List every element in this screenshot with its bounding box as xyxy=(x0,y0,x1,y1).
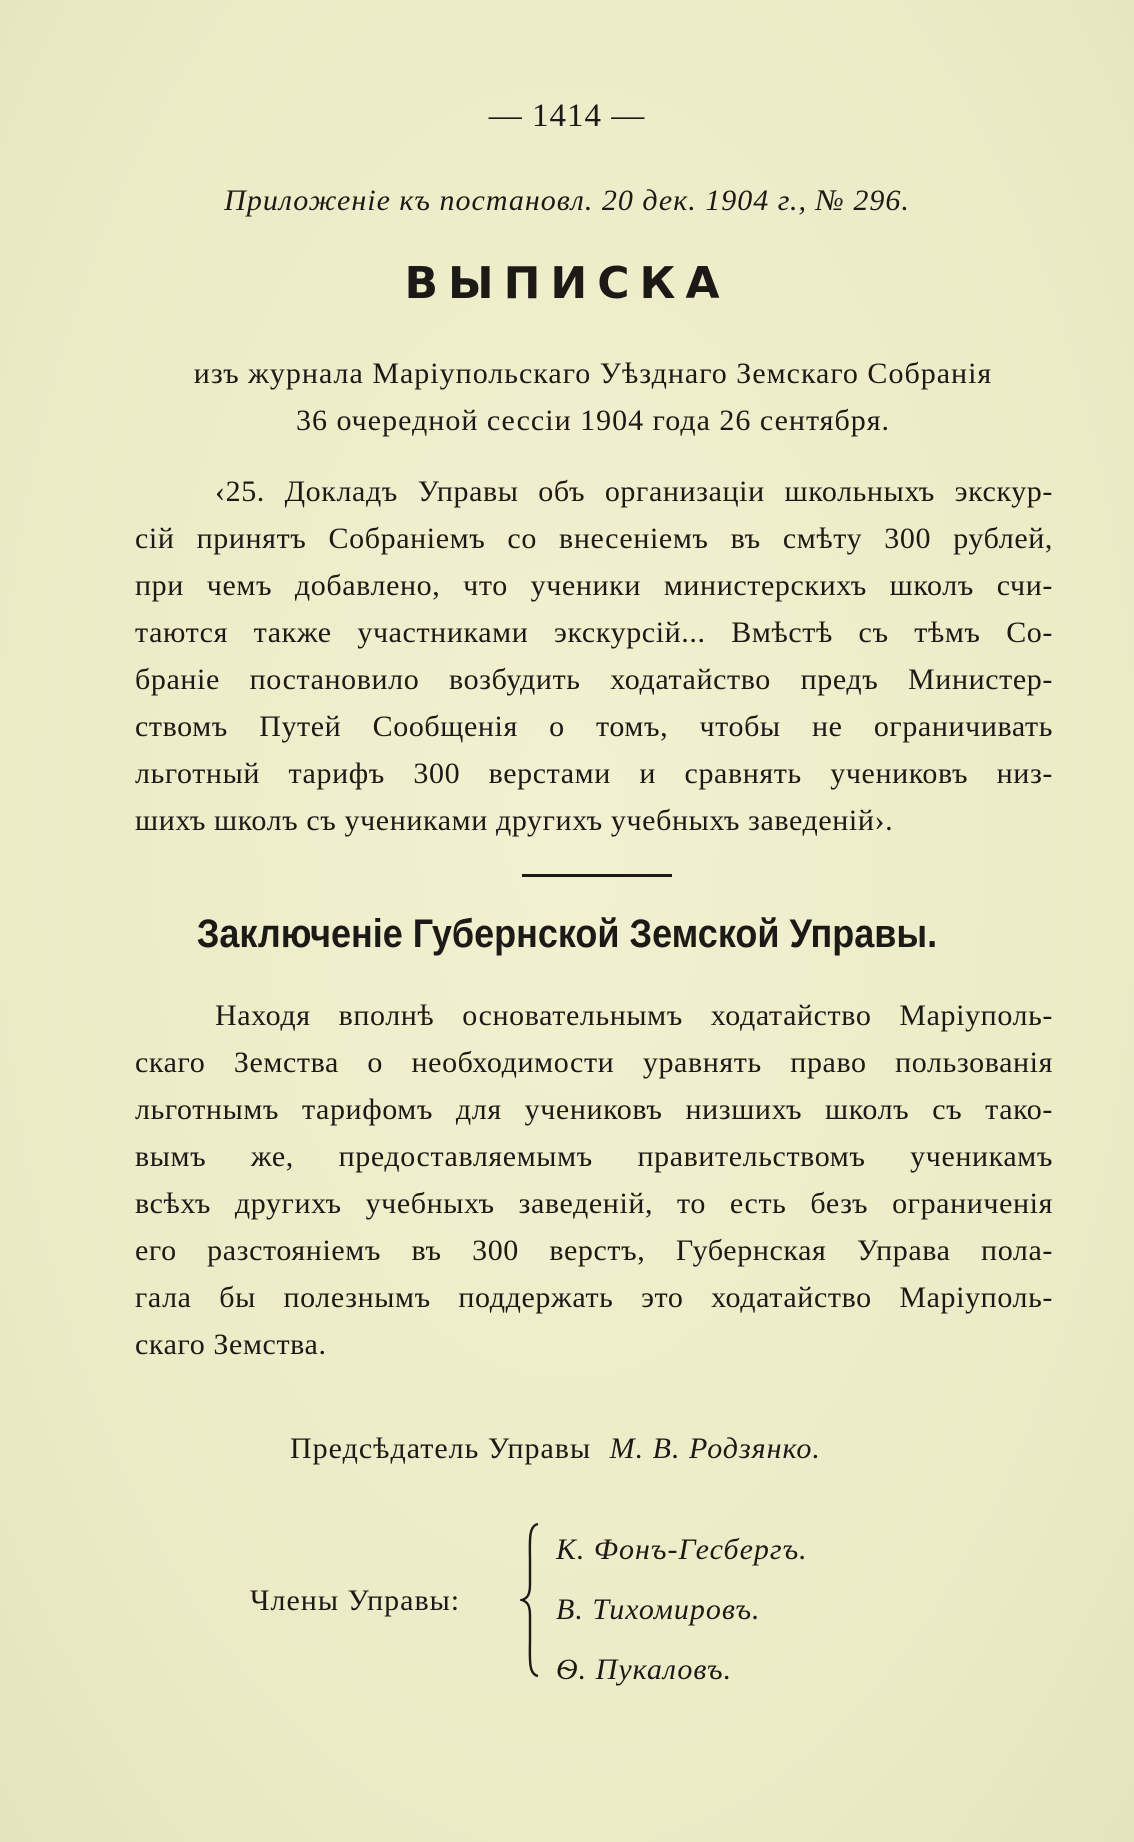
conclusion-paragraph xyxy=(135,992,1053,1368)
conclusion-line: всѣхъ другихъ учебныхъ заведеній, то есть безъ ограниченія xyxy=(135,1187,1053,1220)
appendix-line: Приложеніе къ постановл. 20 дек. 1904 г., № 296. xyxy=(224,184,910,217)
conclusion-line: Находя вполнѣ основательнымъ ходатайство Маріуполь- xyxy=(215,999,1053,1032)
chairman-signature: М. В. Родзянко. xyxy=(609,1432,821,1465)
member-name: К. Фонъ-Гесбергъ. xyxy=(556,1533,808,1566)
curly-brace-icon xyxy=(520,1522,542,1678)
excerpt-line: ствомъ Путей Сообщенія о томъ, чтобы не ограничивать xyxy=(135,710,1053,743)
subtitle-line: 36 очередной сессіи 1904 года 26 сентября. xyxy=(295,404,891,437)
subtitle-line: изъ журнала Маріупольскаго Уѣзднаго Земскаго Собранія xyxy=(193,357,993,390)
excerpt-line: льготный тарифъ 300 верстами и сравнять учениковъ низ- xyxy=(135,757,1053,790)
conclusion-line: скаго Земства о необходимости уравнять право пользованія xyxy=(135,1046,1053,1079)
conclusion-line: гала бы полезнымъ поддержать это ходатайство Маріуполь- xyxy=(135,1281,1053,1314)
excerpt-line: шихъ школъ съ учениками другихъ учебныхъ заведеній›. xyxy=(135,804,894,837)
member-name: Ѳ. Пукаловъ. xyxy=(556,1653,733,1686)
members-label: Члены Управы: xyxy=(250,1584,461,1617)
members-list xyxy=(556,1520,808,1700)
section-divider xyxy=(522,874,672,877)
conclusion-line: льготнымъ тарифомъ для учениковъ низшихъ школъ съ тако- xyxy=(135,1093,1053,1126)
excerpt-line: таются также участниками экскурсій... Вмѣстѣ съ тѣмъ Со- xyxy=(135,616,1053,649)
chairman-label: Предсѣдатель Управы xyxy=(290,1432,592,1465)
excerpt-paragraph xyxy=(135,468,1053,844)
conclusion-line: его разстояніемъ въ 300 верстъ, Губернская Управа пола- xyxy=(135,1234,1053,1267)
document-title: ВЫПИСКА xyxy=(404,258,730,309)
member-name: В. Тихомировъ. xyxy=(556,1593,761,1626)
section-heading: Заключеніе Губернской Земской Управы. xyxy=(196,912,938,956)
excerpt-line: при чемъ добавлено, что ученики министерскихъ школъ счи- xyxy=(135,569,1053,602)
document-subtitle xyxy=(133,350,1053,444)
excerpt-line: ‹25. Докладъ Управы объ организаціи школьныхъ экскур- xyxy=(215,475,1053,508)
excerpt-line: сій принятъ Собраніемъ со внесеніемъ въ смѣту 300 рублей, xyxy=(135,522,1053,555)
conclusion-line: вымъ же, предоставляемымъ правительствомъ ученикамъ xyxy=(135,1140,1053,1173)
page-number: — 1414 — xyxy=(488,98,646,134)
excerpt-line: браніе постановило возбудить ходатайство предъ Министер- xyxy=(135,663,1053,696)
chairman-signature-line xyxy=(290,1432,821,1466)
conclusion-line: скаго Земства. xyxy=(135,1328,327,1361)
